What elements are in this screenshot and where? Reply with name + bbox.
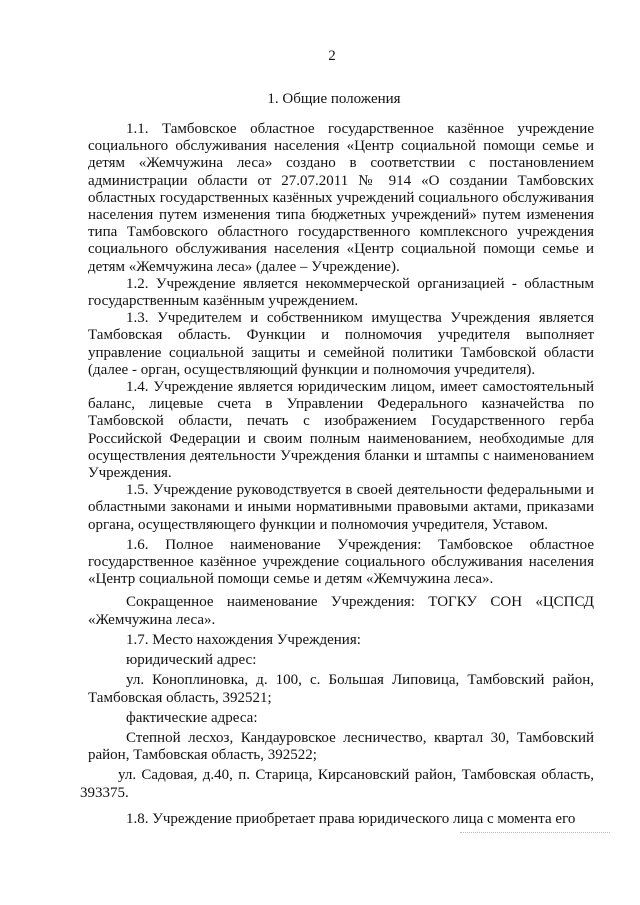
paragraph-1-5: 1.5. Учреждение руководствуется в своей деятельности федеральными и областными законами и иными нормативными правовыми актами, приказами органа, осуществляющего функции и полномочия учредителя, Уставом. xyxy=(88,482,594,533)
document-body xyxy=(80,121,594,828)
actual-address-2: ул. Садовая, д.40, п. Старица, Кирсановский район, Тамбовская область, 393375. xyxy=(80,767,594,801)
paragraph-1-3: 1.3. Учредителем и собственником имущества Учреждения является Тамбовская область. Функции и полномочия учредителя выполняет управление социальной защиты и семейной политики Тамбовской области (далее - орган, осуществляющий функции и полномочия учредителя). xyxy=(88,310,594,378)
paragraph-1-1: 1.1. Тамбовское областное государственное казённое учреждение социального обслуживания населения «Центр социальной помощи семье и детям «Жемчужина леса» создано в соответствии с постановлением администрации области от 27.07.2011 № 914 «О создании Тамбовских областных государственных казённых учреждений социального обслуживания населения путем изменения типа бюджетных учреждений» путем изменения типа Тамбовского областного государственного комплексного учреждения социального обслуживания населения «Центр социальной помощи семье и детям «Жемчужина леса» (далее – Учреждение). xyxy=(88,121,594,275)
paragraph-1-4: 1.4. Учреждение является юридическим лицом, имеет самостоятельный баланс, лицевые счета в Управлении Федерального казначейства по Тамбовской области, печать с изображением Государственного герба Российской Федерации и своим полным наименованием, необходимые для осуществления деятельности Учреждения бланки и штампы с наименованием Учреждения. xyxy=(88,379,594,482)
legal-address-label: юридический адрес: xyxy=(126,652,257,669)
scan-artifact-line xyxy=(460,832,610,834)
paragraph-1-8: 1.8. Учреждение приобретает права юридического лица с момента его xyxy=(126,810,576,827)
legal-address: ул. Коноплиновка, д. 100, с. Большая Липовица, Тамбовский район, Тамбовская область, 392521; xyxy=(88,672,594,706)
paragraph-1-7: 1.7. Место нахождения Учреждения: xyxy=(126,631,361,648)
paragraph-short-name: Сокращенное наименование Учреждения: ТОГКУ СОН «ЦСПСД «Жемчужина леса». xyxy=(88,594,594,628)
page-number: 2 xyxy=(328,48,336,64)
paragraph-1-6: 1.6. Полное наименование Учреждения: Тамбовское областное государственное казённое учреждение социального обслуживания населения «Центр социальной помощи семье и детям «Жемчужина леса». xyxy=(88,536,594,588)
actual-address-1: Степной лесхоз, Кандауровское лесничество, квартал 30, Тамбовский район, Тамбовская область, 392522; xyxy=(88,729,594,764)
section-heading: 1. Общие положения xyxy=(267,91,401,107)
paragraph-1-2: 1.2. Учреждение является некоммерческой организацией - областным государственным казённым учреждением. xyxy=(88,275,594,310)
actual-addresses-label: фактические адреса: xyxy=(126,709,258,726)
